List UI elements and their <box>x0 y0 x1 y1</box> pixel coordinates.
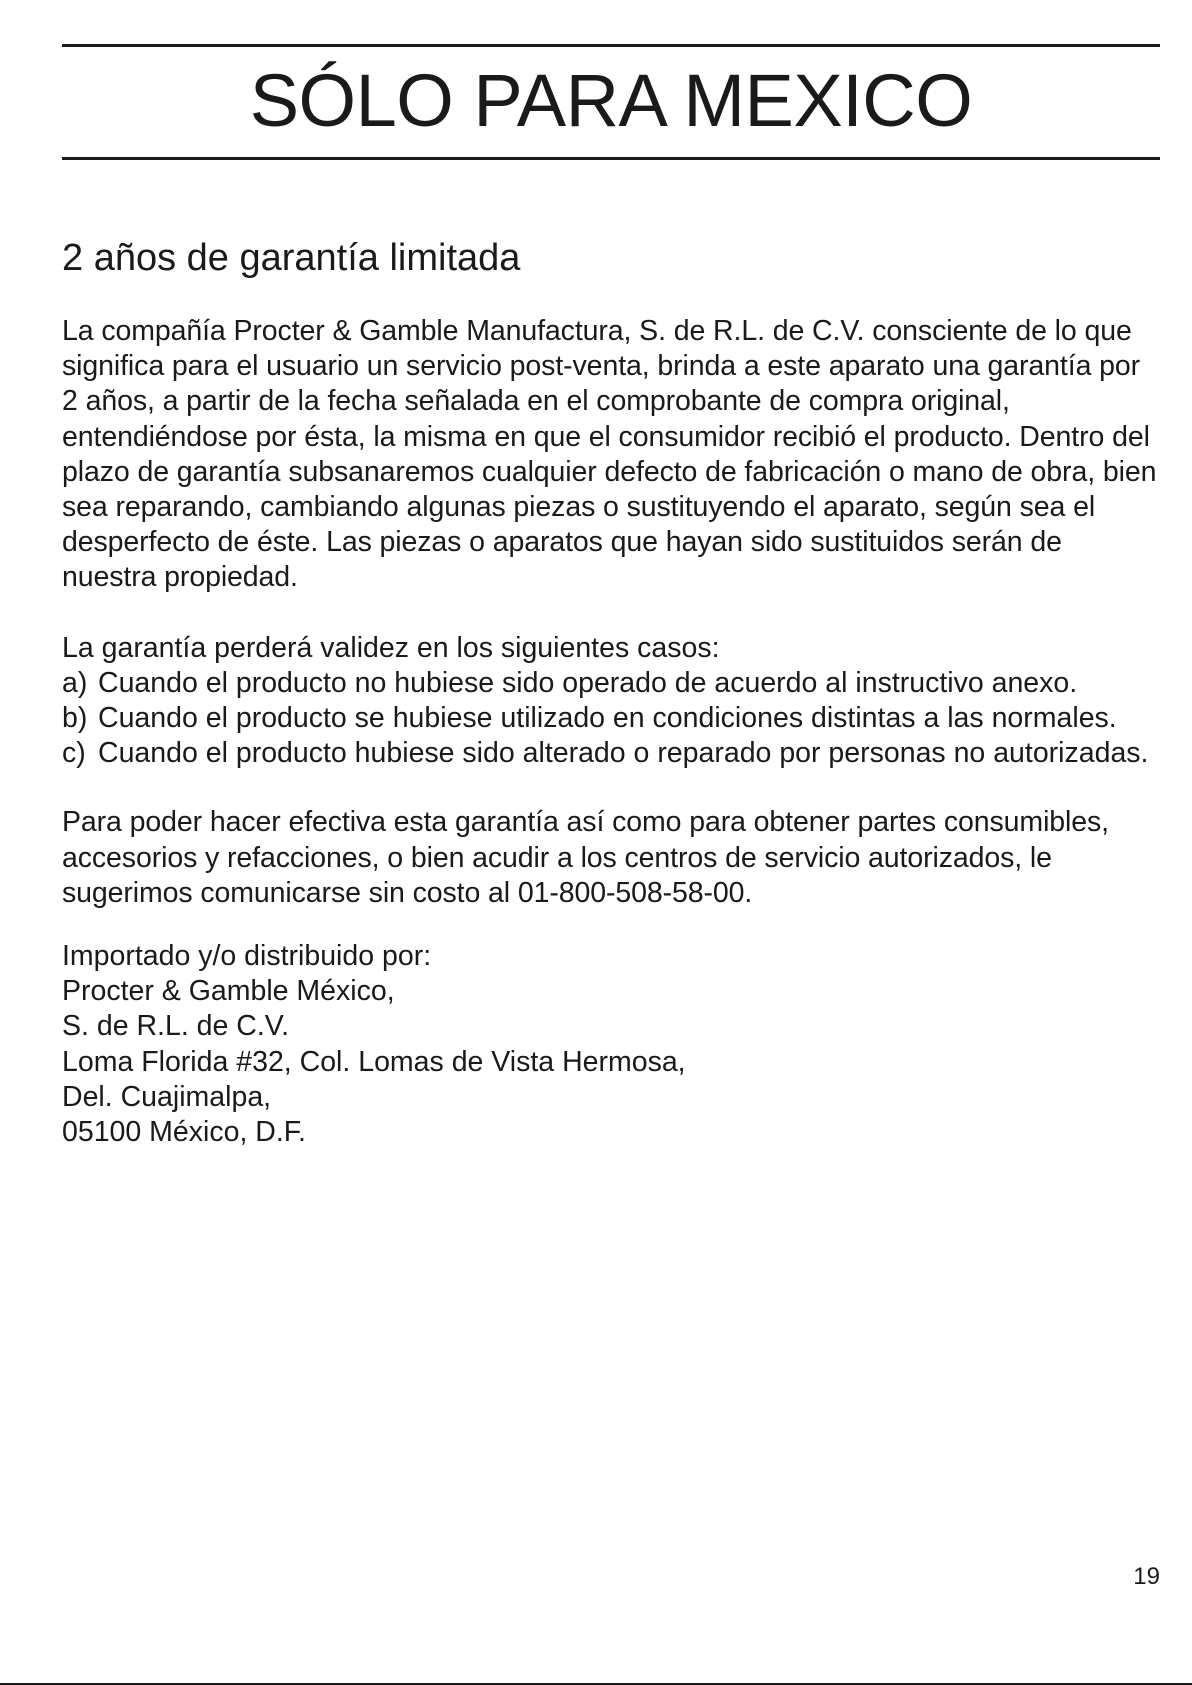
case-text: Cuando el producto hubiese sido alterado o reparado por personas no autorizadas. <box>98 737 1149 770</box>
case-text: Cuando el producto se hubiese utilizado en condiciones distintas a las normales. <box>98 702 1117 735</box>
page-title: SÓLO PARA MEXICO <box>249 59 973 142</box>
case-letter: c) <box>62 737 86 770</box>
invalidity-cases <box>62 631 1160 772</box>
address-line: Loma Florida #32, Col. Lomas de Vista Hermosa, <box>62 1045 686 1078</box>
list-item <box>62 701 1160 736</box>
address-line: Importado y/o distribuido por: <box>62 940 432 973</box>
warranty-intro-paragraph: La compañía Procter & Gamble Manufactura, S. de R.L. de C.V. consciente de lo que significa para el usuario un servicio post-venta, brinda a este aparato una garantía por 2 años, a partir de la fecha señalada en el comprobante de compra original, entendiéndose por ésta, la misma en que el consumidor recibió el producto. Dentro del plazo de garantía subsanaremos cualquier defecto de fabricación o mano de obra, bien sea reparando, cambiando algunas piezas o sustituyendo el aparato, según sea el desperfecto de éste. Las piezas o aparatos que hayan sido sustituidos serán de nuestra propiedad. <box>62 315 1157 594</box>
list-item <box>62 736 1160 771</box>
address-line: S. de R.L. de C.V. <box>62 1010 290 1043</box>
top-rule <box>62 44 1160 47</box>
case-text: Cuando el producto no hubiese sido operado de acuerdo al instructivo anexo. <box>98 666 1078 699</box>
warranty-heading: 2 años de garantía limitada <box>62 237 521 279</box>
cases-intro-text: La garantía perderá validez en los siguientes casos: <box>62 631 720 664</box>
title-underline-rule <box>62 157 1160 160</box>
cases-list <box>62 666 1160 772</box>
address-line: 05100 México, D.F. <box>62 1116 306 1149</box>
address-line: Del. Cuajimalpa, <box>62 1080 272 1113</box>
list-item <box>62 666 1160 701</box>
case-letter: a) <box>62 666 88 699</box>
document-page <box>62 44 1160 1150</box>
importer-address <box>62 939 1160 1150</box>
case-letter: b) <box>62 702 88 735</box>
address-line: Procter & Gamble México, <box>62 975 395 1008</box>
page-number: 19 <box>1133 1563 1160 1590</box>
service-paragraph: Para poder hacer efectiva esta garantía así como para obtener partes consumibles, accesorios y refacciones, o bien acudir a los centros de servicio autorizados, le sugerimos comunicarse sin costo al 01-800-508-58-00. <box>62 806 1109 909</box>
